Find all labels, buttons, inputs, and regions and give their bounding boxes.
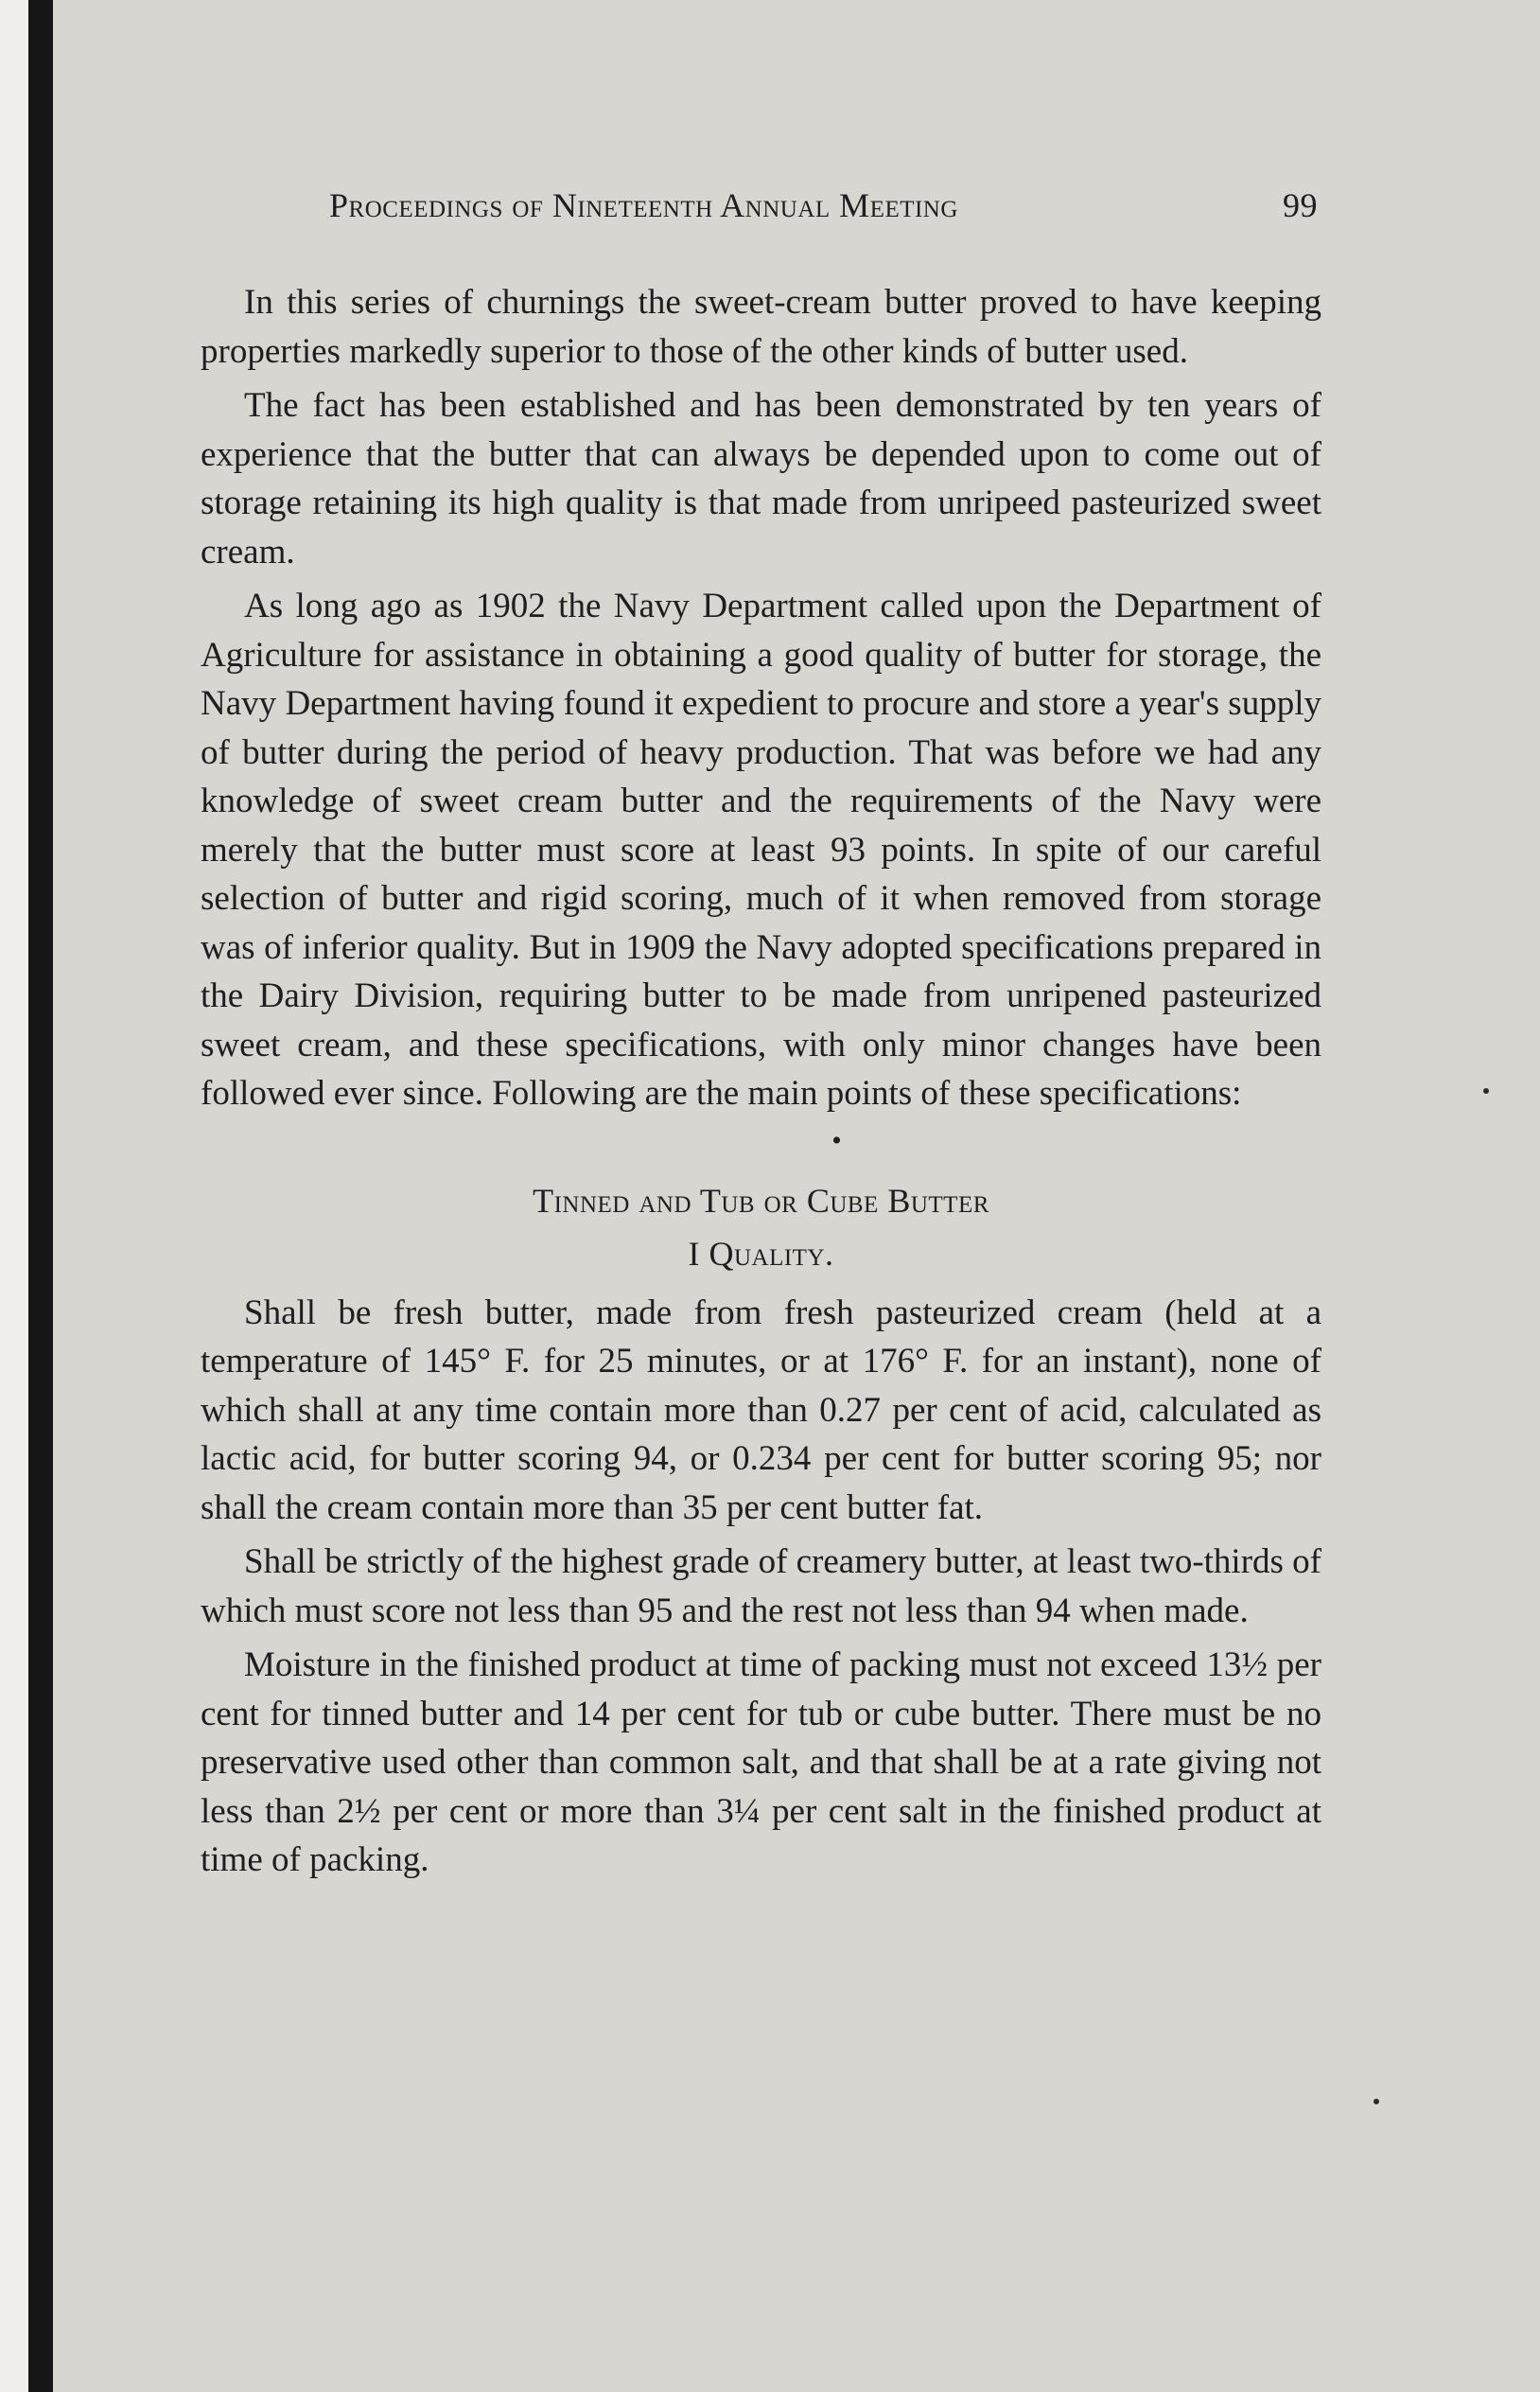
page-content <box>201 185 1321 1885</box>
paragraph-navy-department: As long ago as 1902 the Navy Department called upon the Department of Agriculture for assistance in obtaining a good quality of butter for storage, the Navy Department having found it expedient to procure and store a year's supply of butter during the period of heavy production. That was before we had any knowledge of sweet cream butter and the requirements of the Navy were merely that the butter must score at least 93 points. In spite of our careful selection of butter and rigid scoring, much of it when removed from storage was of inferior quality. But in 1909 the Navy adopted specifications prepared in the Dairy Division, requiring butter to be made from unripened pasteurized sweet cream, and these specifications, with only minor changes have been followed ever since. Following are the main points of these specifications: <box>201 587 1321 1113</box>
running-head <box>201 185 1321 235</box>
running-head-title: Proceedings of Nineteenth Annual Meeting <box>329 186 958 224</box>
book-spine-shadow <box>28 0 53 2392</box>
page-edge <box>0 0 28 2392</box>
stray-mark <box>1483 1088 1489 1094</box>
separator-dot: • <box>831 1124 842 1156</box>
paragraph-moisture: Moisture in the finished product at time of packing must not exceed 13½ per cent for tinned butter and 14 per cent for tub or cube butter. There must be no preservative used other than common salt, and that shall be at a rate giving not less than 2½ per cent or more than 3¼ per cent salt in the finished product at time of packing. <box>201 1645 1321 1879</box>
paragraph-keeping-properties: In this series of churnings the sweet-cream butter proved to have keeping properties markedly superior to those of the other kinds of butter used. <box>201 283 1321 371</box>
sub-heading-quality: I Quality. <box>688 1234 834 1273</box>
section-heading: Tinned and Tub or Cube Butter <box>533 1181 989 1220</box>
paragraph-ten-years-experience: The fact has been established and has been demonstrated by ten years of experience that the butter that can always be depended upon to come out of storage retaining its high quality is that made from unripeed pasteurized sweet cream. <box>201 386 1321 572</box>
paragraph-highest-grade: Shall be strictly of the highest grade of creamery butter, at least two-thirds of which must score not less than 95 and the rest not less than 94 when made. <box>201 1542 1321 1630</box>
page-number: 99 <box>1283 186 1318 224</box>
stray-mark <box>1374 2099 1379 2104</box>
paragraph-fresh-butter: Shall be fresh butter, made from fresh pasteurized cream (held at a temperature of 145° F. for 25 minutes, or at 176° F. for an instant), none of which shall at any time contain more than 0.27 per cent of acid, calculated as lactic acid, for butter scoring 94, or 0.234 per cent for butter scoring 95; nor shall the cream contain more than 35 per cent butter fat. <box>201 1293 1321 1527</box>
